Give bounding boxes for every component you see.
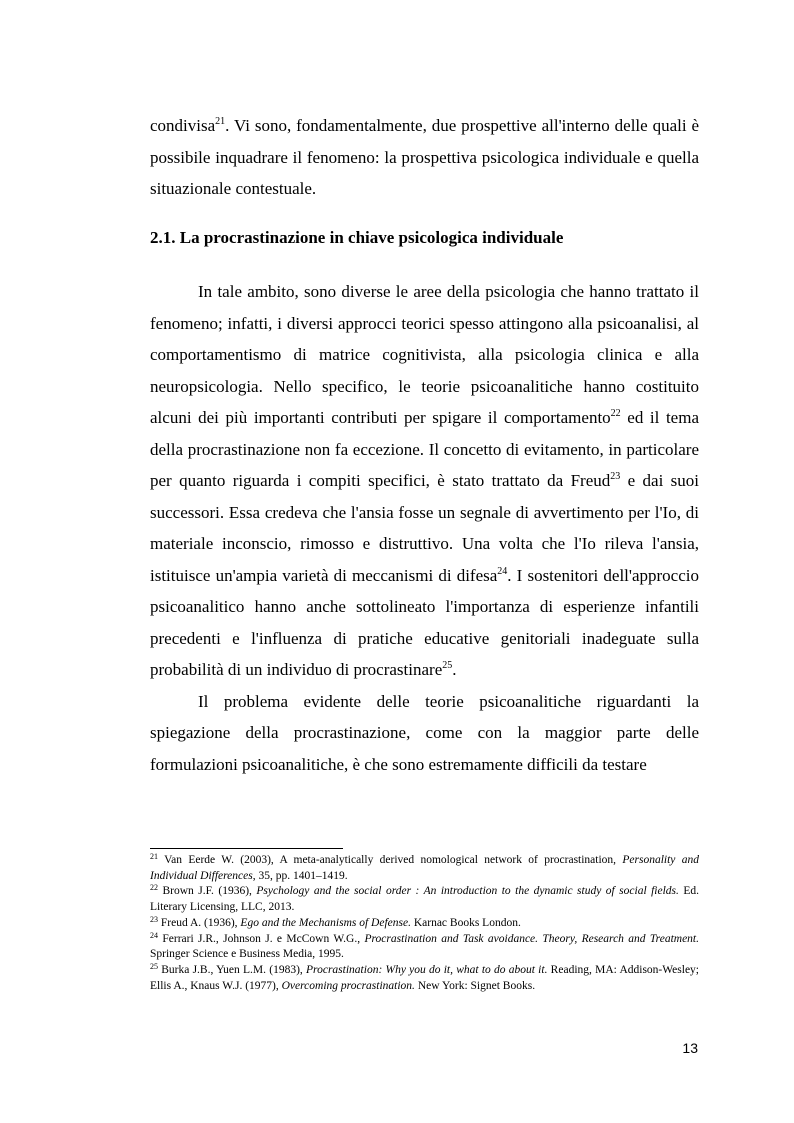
footnote-ref-24[interactable]: 24 bbox=[497, 565, 508, 577]
footnote-23: $^{23}$ Freud A. (1936), Ego and the Mechanisms of Defense. Karnac Books London. bbox=[150, 914, 521, 929]
footnote-ref-23[interactable]: 23 bbox=[610, 471, 621, 482]
section-heading: 2.1. La procrastinazione in chiave psicologica individuale bbox=[150, 228, 564, 247]
footnotes bbox=[150, 853, 699, 994]
footnote-22: $^{22}$ Brown J.F. (1936), Psychology and the social order : An introduction to the dynamic study of social fields. Ed. Literary Licensing, LLC, 2013. bbox=[150, 883, 699, 914]
footnote-ref-22[interactable]: 22 bbox=[610, 408, 621, 419]
text-run: . I sostenitori dell'approccio psicoanalitico hanno anche sottolineato l'importanza di esperienze infantili precedenti e l'influenza di pratiche educative genitoriali inadeguate sulla probabilità di un individuo di procrastinare bbox=[150, 565, 699, 679]
text-run: e dai suoi successori. Essa credeva che l'ansia fosse un segnale di avvertimento per l'Io, di materiale inconscio, rimosso e distruttivo. Una volta che l'Io rileva l'ansia, istituisce un'ampia varietà di meccanismi di difesa bbox=[150, 471, 700, 585]
footnote-ref-25[interactable]: 25 bbox=[442, 660, 453, 671]
footnote-ref-21[interactable]: 21 bbox=[215, 116, 226, 127]
page-number: 13 bbox=[682, 1040, 698, 1056]
footnote-21: $^{21}$ Van Eerde W. (2003), A meta-analytically derived nomological network of procrastination, Personality and Individual Differences, 35, pp. 1401–1419. bbox=[150, 852, 699, 882]
text-run: . Vi sono, fondamentalmente, due prospettive all'interno delle quali è possibile inquadrare il fenomeno: la prospettiva psicologica individuale e quella situazionale contestuale. bbox=[150, 116, 699, 198]
body-paragraphs bbox=[150, 276, 699, 780]
footnote-25: $^{25}$ Burka J.B., Yuen L.M. (1983), Procrastination: Why you do it, what to do about it. Reading, MA: Addison-Wesley; Ellis A., Knaus W.J. (1977), Overcoming procrastination. New York: Signet Books. bbox=[150, 961, 700, 992]
text-run: In tale ambito, sono diverse le aree della psicologia che hanno trattato il fenomeno; infatti, i diversi approcci teorici spesso attingono alla psicoanalisi, al comportamentismo di matrice cognitivista, alla psicologia clinica e alla neuropsicologia. Nello specifico, le teorie psicoanalitiche hanno costituito alcuni dei più importanti contributi per spigare il comportamento bbox=[150, 282, 699, 427]
paragraph-psychoanalysis bbox=[150, 276, 699, 686]
paragraph-problem: Il problema evidente delle teorie psicoanalitiche riguardanti la spiegazione della procrastinazione, come con la maggior parte delle formulazioni psicoanalitiche, è che sono estremamente difficili da testare bbox=[150, 691, 699, 774]
text-run: . bbox=[452, 660, 457, 679]
text-run: ed il tema della procrastinazione non fa eccezione. Il concetto di evitamento, in particolare per quanto riguarda i compiti specifici, è stato trattato da Freud bbox=[150, 408, 699, 490]
intro-paragraph bbox=[150, 110, 699, 205]
text-run: condivisa bbox=[150, 116, 216, 135]
footnote-24: $^{24}$ Ferrari J.R., Johnson J. e McCown W.G., Procrastination and Task avoidance. Theory, Research and Treatment. Springer Science e Business Media, 1995. bbox=[150, 930, 700, 961]
footnote-separator bbox=[150, 848, 343, 849]
